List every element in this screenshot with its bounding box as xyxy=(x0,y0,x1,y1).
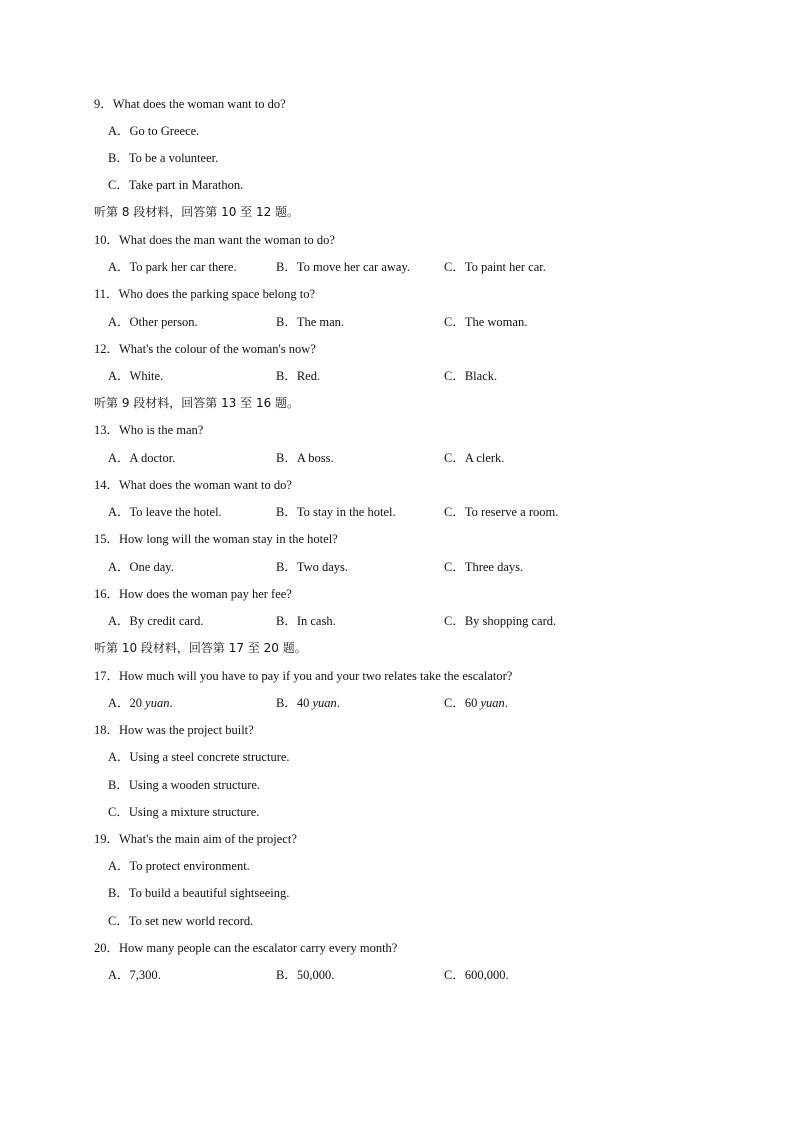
question-13 xyxy=(0,420,794,440)
question-text: 13．Who is the man? xyxy=(94,423,204,437)
option-b: B．50,000. xyxy=(276,968,335,982)
question-15 xyxy=(0,529,794,549)
option-c: C．60 yuan. xyxy=(444,696,508,710)
question-text: 18．How was the project built? xyxy=(94,723,254,737)
option-a: A．To park her car there. xyxy=(108,260,237,274)
option-c: C．The woman. xyxy=(444,315,528,329)
option-row xyxy=(0,693,794,713)
option-a: A．To protect environment. xyxy=(108,859,250,873)
currency-unit: yuan xyxy=(312,696,337,710)
question-text: 12．What's the colour of the woman's now? xyxy=(94,342,316,356)
option-c: C．To reserve a room. xyxy=(444,505,559,519)
option-row xyxy=(0,883,794,903)
option-a: A．White. xyxy=(108,369,164,383)
question-12 xyxy=(0,339,794,359)
question-text: 17．How much will you have to pay if you and your two relates take the escalator? xyxy=(94,669,513,683)
option-a: A．One day. xyxy=(108,560,174,574)
section-9-heading: 听第 9 段材料，回答第 13 至 16 题。 xyxy=(94,396,300,410)
option-row xyxy=(0,911,794,931)
option-row xyxy=(0,502,794,522)
section-heading xyxy=(0,638,794,658)
option-row xyxy=(0,802,794,822)
question-text: 9．What does the woman want to do? xyxy=(94,97,286,111)
option-a: A．Other person. xyxy=(108,315,198,329)
option-c: C．Black. xyxy=(444,369,498,383)
option-row xyxy=(0,121,794,141)
section-heading xyxy=(0,393,794,413)
question-11 xyxy=(0,284,794,304)
question-text: 15．How long will the woman stay in the hotel? xyxy=(94,532,338,546)
option-b: B．The man. xyxy=(276,315,345,329)
question-16 xyxy=(0,584,794,604)
option-a: A．To leave the hotel. xyxy=(108,505,222,519)
option-b: B．To be a volunteer. xyxy=(108,151,219,165)
option-row xyxy=(0,175,794,195)
option-row xyxy=(0,448,794,468)
option-c-number: C．60 xyxy=(444,696,481,710)
option-b: B．To stay in the hotel. xyxy=(276,505,396,519)
option-c: C．Take part in Marathon. xyxy=(108,178,244,192)
option-a: A．Go to Greece. xyxy=(108,124,200,138)
option-b: B．Two days. xyxy=(276,560,349,574)
option-row xyxy=(0,366,794,386)
option-a: A．By credit card. xyxy=(108,614,204,628)
option-row xyxy=(0,557,794,577)
option-row xyxy=(0,312,794,332)
question-18 xyxy=(0,720,794,740)
option-row xyxy=(0,747,794,767)
question-text: 14．What does the woman want to do? xyxy=(94,478,292,492)
option-c: C．To set new world record. xyxy=(108,914,254,928)
question-text: 19．What's the main aim of the project? xyxy=(94,832,297,846)
option-a: A．20 yuan. xyxy=(108,696,173,710)
option-c: C．Three days. xyxy=(444,560,524,574)
option-b: B．To move her car away. xyxy=(276,260,411,274)
option-c: C．By shopping card. xyxy=(444,614,557,628)
question-text: 10．What does the man want the woman to do? xyxy=(94,233,335,247)
option-b-number: B．40 xyxy=(276,696,313,710)
option-a: A．A doctor. xyxy=(108,451,176,465)
option-row xyxy=(0,148,794,168)
option-row xyxy=(0,257,794,277)
option-b: B．In cash. xyxy=(276,614,336,628)
section-8-heading: 听第 8 段材料，回答第 10 至 12 题。 xyxy=(94,205,300,219)
question-14 xyxy=(0,475,794,495)
currency-unit: yuan xyxy=(145,696,170,710)
option-b: B．Red. xyxy=(276,369,321,383)
option-a: A．7,300. xyxy=(108,968,161,982)
option-c: C．600,000. xyxy=(444,968,509,982)
option-c: C．A clerk. xyxy=(444,451,505,465)
currency-unit: yuan xyxy=(480,696,505,710)
option-row xyxy=(0,965,794,985)
question-19 xyxy=(0,829,794,849)
option-row xyxy=(0,775,794,795)
question-9 xyxy=(0,94,794,114)
option-c: C．Using a mixture structure. xyxy=(108,805,260,819)
section-10-heading: 听第 10 段材料，回答第 17 至 20 题。 xyxy=(94,641,307,655)
option-a-number: A．20 xyxy=(108,696,146,710)
option-b: B．Using a wooden structure. xyxy=(108,778,261,792)
section-heading xyxy=(0,202,794,222)
option-b: B．40 yuan. xyxy=(276,696,340,710)
question-text: 11．Who does the parking space belong to? xyxy=(94,287,316,301)
option-row xyxy=(0,856,794,876)
option-c: C．To paint her car. xyxy=(444,260,546,274)
option-row xyxy=(0,611,794,631)
option-b: B．To build a beautiful sightseeing. xyxy=(108,886,290,900)
option-b: B．A boss. xyxy=(276,451,334,465)
question-20 xyxy=(0,938,794,958)
question-text: 16．How does the woman pay her fee? xyxy=(94,587,292,601)
question-17 xyxy=(0,666,794,686)
question-10 xyxy=(0,230,794,250)
question-text: 20．How many people can the escalator carry every month? xyxy=(94,941,398,955)
option-a: A．Using a steel concrete structure. xyxy=(108,750,290,764)
